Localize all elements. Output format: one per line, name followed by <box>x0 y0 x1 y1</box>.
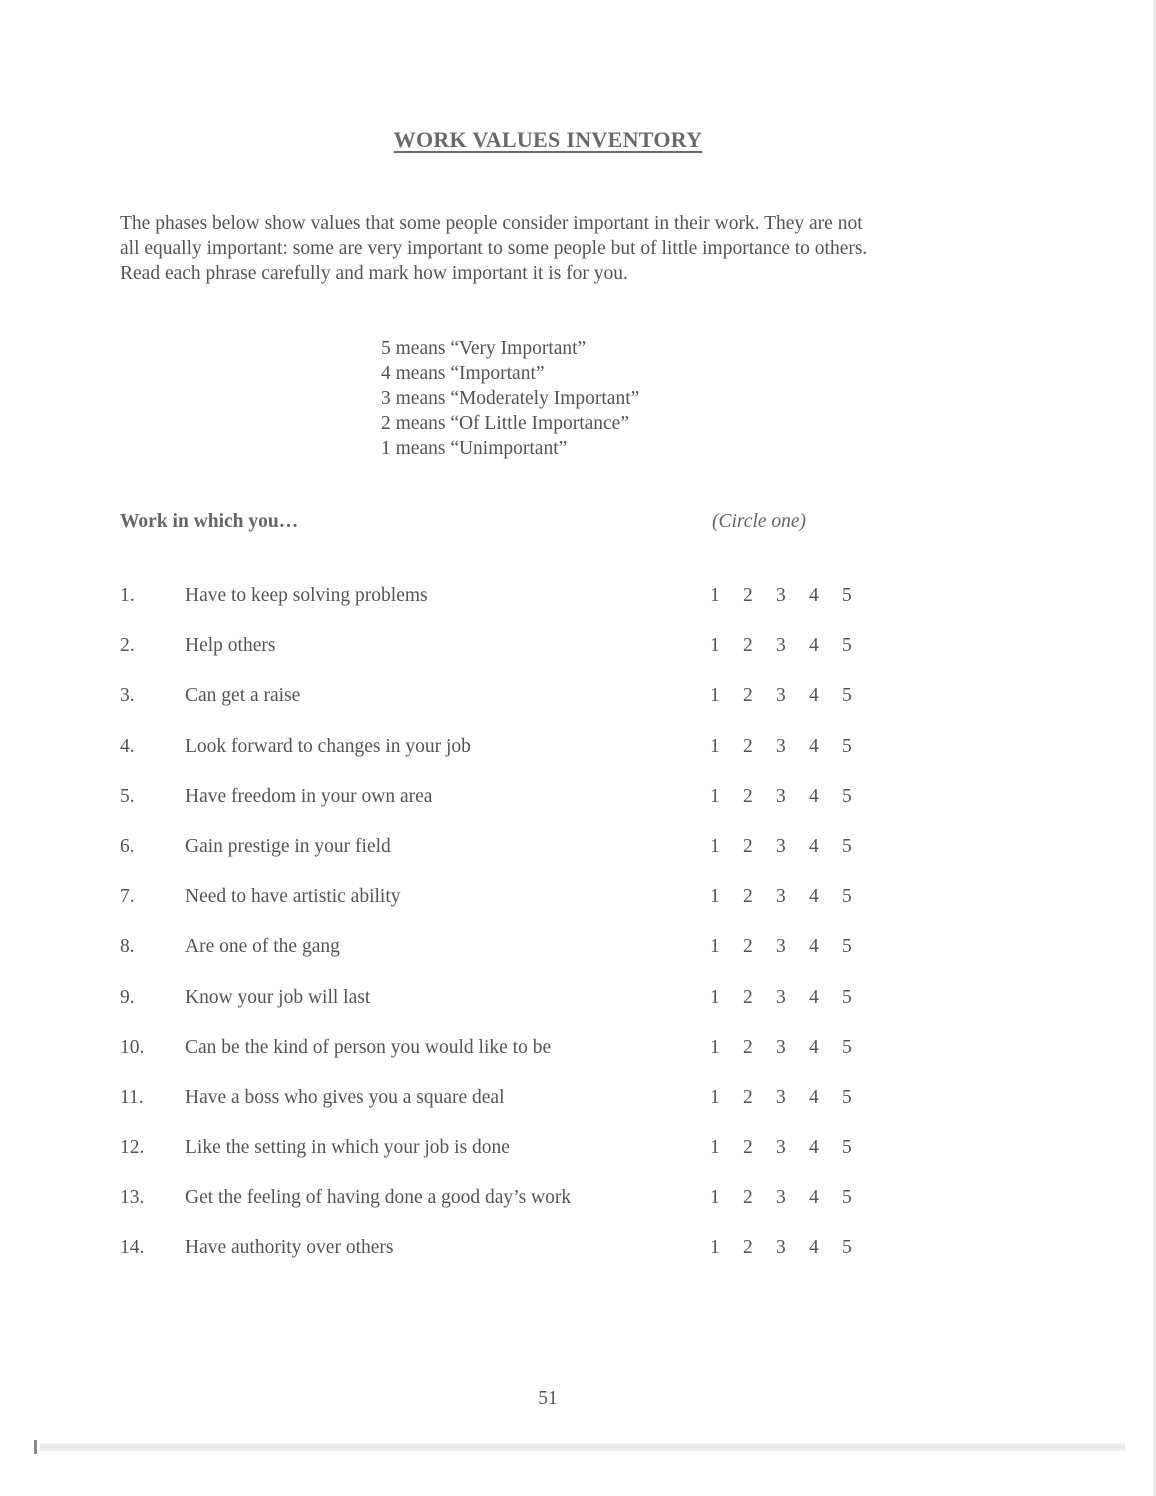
question-row <box>0 685 1156 735</box>
rating-option-5[interactable]: 5 <box>842 585 852 606</box>
question-number: 1. <box>120 585 135 606</box>
scan-artifact-mark <box>34 1440 37 1454</box>
question-number: 13. <box>120 1187 145 1209</box>
rating-option-3[interactable]: 3 <box>776 685 786 707</box>
rating-option-4[interactable]: 4 <box>809 936 819 958</box>
intro-paragraph <box>120 211 980 286</box>
rating-option-3[interactable]: 3 <box>776 785 786 807</box>
rating-option-3[interactable]: 3 <box>776 1237 786 1259</box>
rating-option-2[interactable]: 2 <box>743 585 753 606</box>
question-number: 3. <box>120 685 135 707</box>
rating-option-1[interactable]: 1 <box>710 685 720 707</box>
rating-option-3[interactable]: 3 <box>776 1036 786 1058</box>
rating-option-5[interactable]: 5 <box>842 835 852 857</box>
rating-option-4[interactable]: 4 <box>809 1086 819 1108</box>
question-number: 7. <box>120 886 135 908</box>
rating-options <box>710 1137 875 1159</box>
rating-option-5[interactable]: 5 <box>842 886 852 908</box>
question-row <box>0 736 1156 786</box>
rating-option-5[interactable]: 5 <box>842 936 852 958</box>
intro-line: all equally important: some are very important to some people but of little importance to others. <box>120 238 868 259</box>
rating-options <box>710 685 875 707</box>
rating-option-4[interactable]: 4 <box>809 1036 819 1058</box>
question-number: 5. <box>120 785 135 807</box>
scale-line-4: 4 means “Important” <box>381 363 545 384</box>
rating-options <box>710 886 875 908</box>
rating-option-2[interactable]: 2 <box>743 886 753 908</box>
rating-option-1[interactable]: 1 <box>710 735 720 757</box>
rating-options <box>710 936 875 958</box>
question-number: 2. <box>120 635 135 657</box>
rating-option-4[interactable]: 4 <box>809 685 819 707</box>
rating-option-5[interactable]: 5 <box>842 1187 852 1209</box>
rating-option-2[interactable]: 2 <box>743 1036 753 1058</box>
question-list <box>0 585 1156 1288</box>
question-text: Help others <box>185 635 276 657</box>
rating-option-1[interactable]: 1 <box>710 1036 720 1058</box>
rating-option-5[interactable]: 5 <box>842 735 852 757</box>
section-header: Work in which you… <box>120 511 299 532</box>
rating-options <box>710 1187 875 1209</box>
question-number: 10. <box>120 1036 145 1058</box>
rating-option-5[interactable]: 5 <box>842 1137 852 1159</box>
question-text: Can get a raise <box>185 685 301 707</box>
rating-option-4[interactable]: 4 <box>809 1137 819 1159</box>
page-number: 51 <box>538 1388 558 1409</box>
rating-option-1[interactable]: 1 <box>710 585 720 606</box>
rating-option-1[interactable]: 1 <box>710 1086 720 1108</box>
question-text: Get the feeling of having done a good day’s work <box>185 1187 572 1209</box>
rating-option-2[interactable]: 2 <box>743 735 753 757</box>
question-row <box>0 1137 1156 1187</box>
question-row <box>0 1087 1156 1137</box>
rating-options <box>710 786 875 808</box>
question-row <box>0 886 1156 936</box>
rating-option-3[interactable]: 3 <box>776 585 786 606</box>
question-row <box>0 987 1156 1037</box>
scale-line-2: 2 means “Of Little Importance” <box>381 413 629 434</box>
rating-option-1[interactable]: 1 <box>710 936 720 958</box>
rating-option-1[interactable]: 1 <box>710 835 720 857</box>
question-number: 8. <box>120 936 135 958</box>
rating-options <box>710 987 875 1009</box>
rating-option-1[interactable]: 1 <box>710 1237 720 1259</box>
rating-option-4[interactable]: 4 <box>809 635 819 657</box>
rating-option-4[interactable]: 4 <box>809 785 819 807</box>
rating-option-5[interactable]: 5 <box>842 1086 852 1108</box>
intro-line: Read each phrase carefully and mark how important it is for you. <box>120 263 628 284</box>
rating-option-1[interactable]: 1 <box>710 785 720 807</box>
rating-option-2[interactable]: 2 <box>743 835 753 857</box>
rating-option-1[interactable]: 1 <box>710 635 720 657</box>
rating-option-1[interactable]: 1 <box>710 1187 720 1209</box>
rating-option-5[interactable]: 5 <box>842 1237 852 1259</box>
question-text: Need to have artistic ability <box>185 886 401 908</box>
rating-option-2[interactable]: 2 <box>743 936 753 958</box>
intro-line: The phases below show values that some people consider important in their work. They are not <box>120 213 863 234</box>
question-row <box>0 635 1156 685</box>
rating-option-5[interactable]: 5 <box>842 685 852 707</box>
question-number: 6. <box>120 835 135 857</box>
rating-option-2[interactable]: 2 <box>743 1187 753 1209</box>
rating-options <box>710 1087 875 1109</box>
rating-option-4[interactable]: 4 <box>809 835 819 857</box>
scale-line-1: 1 means “Unimportant” <box>381 438 568 459</box>
rating-option-5[interactable]: 5 <box>842 785 852 807</box>
scale-line-5: 5 means “Very Important” <box>381 338 587 359</box>
rating-option-3[interactable]: 3 <box>776 835 786 857</box>
rating-option-2[interactable]: 2 <box>743 635 753 657</box>
rating-option-4[interactable]: 4 <box>809 735 819 757</box>
question-text: Have a boss who gives you a square deal <box>185 1086 505 1108</box>
rating-option-4[interactable]: 4 <box>809 986 819 1008</box>
rating-option-3[interactable]: 3 <box>776 986 786 1008</box>
rating-option-3[interactable]: 3 <box>776 635 786 657</box>
rating-option-1[interactable]: 1 <box>710 886 720 908</box>
question-text: Are one of the gang <box>185 936 340 958</box>
rating-option-4[interactable]: 4 <box>809 585 819 606</box>
question-number: 9. <box>120 986 135 1008</box>
rating-options <box>710 1037 875 1059</box>
rating-option-2[interactable]: 2 <box>743 685 753 707</box>
rating-options <box>710 1237 875 1259</box>
rating-option-5[interactable]: 5 <box>842 1036 852 1058</box>
scan-artifact-line <box>40 1443 1125 1451</box>
rating-option-2[interactable]: 2 <box>743 1086 753 1108</box>
rating-option-3[interactable]: 3 <box>776 735 786 757</box>
rating-option-4[interactable]: 4 <box>809 1237 819 1259</box>
question-text: Like the setting in which your job is done <box>185 1137 510 1159</box>
question-text: Look forward to changes in your job <box>185 735 471 757</box>
rating-options <box>710 736 875 758</box>
question-text: Have to keep solving problems <box>185 585 428 606</box>
question-row <box>0 836 1156 886</box>
rating-options <box>710 836 875 858</box>
circle-one-instruction: (Circle one) <box>712 511 807 532</box>
rating-option-3[interactable]: 3 <box>776 1137 786 1159</box>
question-text: Can be the kind of person you would like to be <box>185 1036 552 1058</box>
rating-option-3[interactable]: 3 <box>776 1086 786 1108</box>
question-number: 12. <box>120 1137 145 1159</box>
rating-option-5[interactable]: 5 <box>842 635 852 657</box>
rating-option-3[interactable]: 3 <box>776 886 786 908</box>
rating-options <box>710 635 875 657</box>
question-number: 11. <box>120 1086 144 1108</box>
question-row <box>0 1237 1156 1287</box>
rating-options <box>710 585 875 607</box>
rating-option-2[interactable]: 2 <box>743 785 753 807</box>
question-row <box>0 786 1156 836</box>
scale-line-3: 3 means “Moderately Important” <box>381 388 640 409</box>
page-title <box>0 127 1096 153</box>
rating-option-1[interactable]: 1 <box>710 986 720 1008</box>
page-title-text: WORK VALUES INVENTORY <box>393 127 703 152</box>
rating-option-3[interactable]: 3 <box>776 936 786 958</box>
rating-option-4[interactable]: 4 <box>809 1187 819 1209</box>
question-row <box>0 585 1156 635</box>
question-row <box>0 1037 1156 1087</box>
question-text: Have freedom in your own area <box>185 785 433 807</box>
rating-option-5[interactable]: 5 <box>842 986 852 1008</box>
rating-option-2[interactable]: 2 <box>743 1237 753 1259</box>
question-row <box>0 1187 1156 1237</box>
rating-option-2[interactable]: 2 <box>743 986 753 1008</box>
question-text: Have authority over others <box>185 1237 394 1259</box>
rating-option-4[interactable]: 4 <box>809 886 819 908</box>
question-text: Gain prestige in your field <box>185 835 391 857</box>
rating-scale-legend <box>381 336 639 461</box>
question-row <box>0 936 1156 986</box>
question-number: 14. <box>120 1237 145 1259</box>
question-text: Know your job will last <box>185 986 371 1008</box>
rating-option-1[interactable]: 1 <box>710 1137 720 1159</box>
rating-option-3[interactable]: 3 <box>776 1187 786 1209</box>
question-number: 4. <box>120 735 135 757</box>
rating-option-2[interactable]: 2 <box>743 1137 753 1159</box>
